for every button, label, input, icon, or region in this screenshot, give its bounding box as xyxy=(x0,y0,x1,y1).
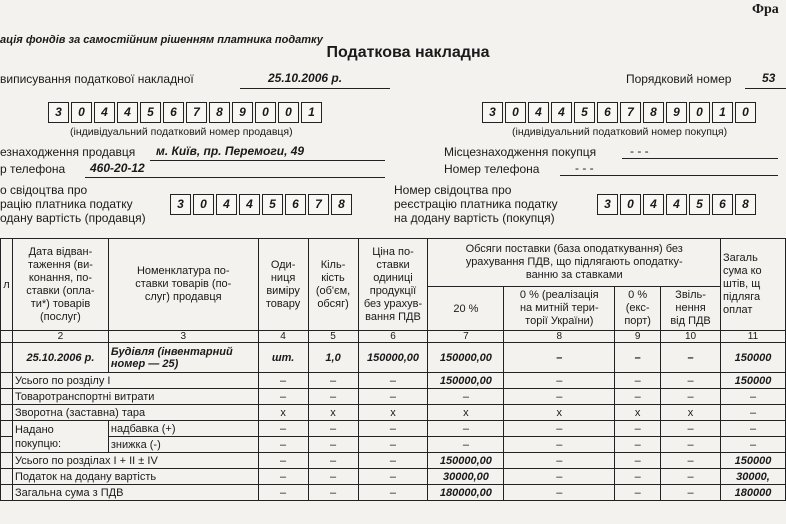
digit-box: 5 xyxy=(262,194,283,215)
col3-header: Номенклатура по- ставки товарів (по- слуг) продавця xyxy=(108,239,258,331)
digit-box: 5 xyxy=(689,194,710,215)
digit-box: 0 xyxy=(193,194,214,215)
digit-box: 4 xyxy=(239,194,260,215)
digit-box: 0 xyxy=(689,102,710,123)
digit-box: 6 xyxy=(712,194,733,215)
buyer-cert-boxes xyxy=(597,194,758,215)
buyer-ipn-boxes xyxy=(482,102,758,123)
seller-cert-boxes xyxy=(170,194,354,215)
digit-box: 0 xyxy=(255,102,276,123)
corner-fragment: Фра xyxy=(752,2,779,17)
digit-box: 5 xyxy=(574,102,595,123)
seller-ipn-boxes xyxy=(48,102,324,123)
digit-box: 8 xyxy=(209,102,230,123)
column-numbers-row: 2 3 4 5 6 7 8 9 10 11 xyxy=(1,331,786,343)
col2-header: Дата відван- таження (ви- конання, по- ставки (опла- ти*) товарів (послуг) xyxy=(12,239,108,331)
digit-box: 3 xyxy=(482,102,503,123)
digit-box: 4 xyxy=(94,102,115,123)
seller-cert-label: о свідоцтва про рацію платника податку одану вартість (продавця) xyxy=(0,183,146,225)
grand-total-row: Загальна сума з ПДВ – – – 180000,00 – – – 180000 xyxy=(1,485,786,501)
col7-header: 20 % xyxy=(428,287,504,331)
col1-header: л xyxy=(1,239,13,331)
digit-box: 8 xyxy=(735,194,756,215)
page-title: Податкова накладна xyxy=(326,44,490,61)
digit-box: 0 xyxy=(71,102,92,123)
seq-label: Порядковий номер xyxy=(626,72,732,86)
buyer-location-label: Місцезнаходження покупця xyxy=(444,145,597,159)
digit-box: 8 xyxy=(331,194,352,215)
digit-box: 0 xyxy=(278,102,299,123)
vat-row: Податок на додану вартість – – – 30000,00 – – – 30000, xyxy=(1,469,786,485)
digit-box: 4 xyxy=(551,102,572,123)
digit-box: 6 xyxy=(597,102,618,123)
top-note: ація фондів за самостійним рішенням платника податку xyxy=(0,34,323,46)
col6-header: Ціна по- ставки одиниці продукції без урахув- вання ПДВ xyxy=(358,239,428,331)
digit-box: 3 xyxy=(48,102,69,123)
buyer-location-value: - - - xyxy=(630,144,649,158)
digit-box: 6 xyxy=(163,102,184,123)
digit-box: 4 xyxy=(117,102,138,123)
digit-box: 0 xyxy=(505,102,526,123)
buyer-phone-value: - - - xyxy=(575,161,594,175)
date-value: 25.10.2006 р. xyxy=(268,71,343,85)
item-row: 25.10.2006 р. Будівля (інвентарний номер — 25) шт. 1,0 150000,00 150000,00 – – – 150000 xyxy=(1,343,786,373)
buyer-ipn-caption: (індивідуальний податковий номер покупця) xyxy=(512,126,728,138)
table-row: Товаротранспортні витрати – – – – – – – – xyxy=(1,389,786,405)
seller-location-label: езнаходження продавця xyxy=(0,145,136,159)
digit-box: 5 xyxy=(140,102,161,123)
seller-phone-label: р телефона xyxy=(0,162,66,176)
date-label: виписування податкової накладної xyxy=(0,72,194,86)
seq-value: 53 xyxy=(762,71,776,85)
col5-header: Кіль- кість (об'єм, обсяг) xyxy=(308,239,358,331)
total-row: Усього по розділах I + II ± IV – – – 150000,00 – – – 150000 xyxy=(1,453,786,469)
invoice-table xyxy=(0,238,786,501)
buyer-phone-label: Номер телефона xyxy=(444,162,540,176)
table-row: Усього по розділу I – – – 150000,00 – – – 150000 xyxy=(1,373,786,389)
digit-box: 4 xyxy=(643,194,664,215)
digit-box: 6 xyxy=(285,194,306,215)
col8-header: 0 % (реалізація на митній тери- торії України) xyxy=(504,287,615,331)
group-header: Обсяги поставки (база оподаткування) без урахування ПДВ, що підлягають оподатку- ванню за ставками xyxy=(428,239,721,287)
digit-box: 3 xyxy=(170,194,191,215)
digit-box: 7 xyxy=(620,102,641,123)
seller-location-value: м. Київ, пр. Перемоги, 49 xyxy=(156,144,305,158)
adjust-label: Надано покупцю: xyxy=(12,421,108,453)
digit-box: 9 xyxy=(666,102,687,123)
digit-box: 1 xyxy=(712,102,733,123)
digit-box: 3 xyxy=(597,194,618,215)
digit-box: 0 xyxy=(735,102,756,123)
digit-box: 4 xyxy=(528,102,549,123)
adjust-minus-row: знижка (-) – – – – – – – – xyxy=(1,437,786,453)
buyer-cert-label: Номер свідоцтва про реєстрацію платника податку на додану вартість (покупця) xyxy=(394,183,558,225)
adjust-plus-row: Надано покупцю: надбавка (+) – – – – – – – – xyxy=(1,421,786,437)
digit-box: 7 xyxy=(308,194,329,215)
digit-box: 9 xyxy=(232,102,253,123)
digit-box: 4 xyxy=(216,194,237,215)
col4-header: Оди- ниця виміру товару xyxy=(258,239,308,331)
col9-header: 0 % (екс- порт) xyxy=(615,287,661,331)
col11-header: Загаль сума ко штів, щ підляга оплат xyxy=(721,239,786,331)
seller-ipn-caption: (індивідуальний податковий номер продавця) xyxy=(70,126,293,138)
digit-box: 0 xyxy=(620,194,641,215)
digit-box: 1 xyxy=(301,102,322,123)
digit-box: 4 xyxy=(666,194,687,215)
digit-box: 7 xyxy=(186,102,207,123)
seller-phone-value: 460-20-12 xyxy=(90,161,145,175)
col10-header: Звіль- нення від ПДВ xyxy=(661,287,721,331)
digit-box: 8 xyxy=(643,102,664,123)
table-row: Зворотна (заставна) тара x x x x x x x – xyxy=(1,405,786,421)
